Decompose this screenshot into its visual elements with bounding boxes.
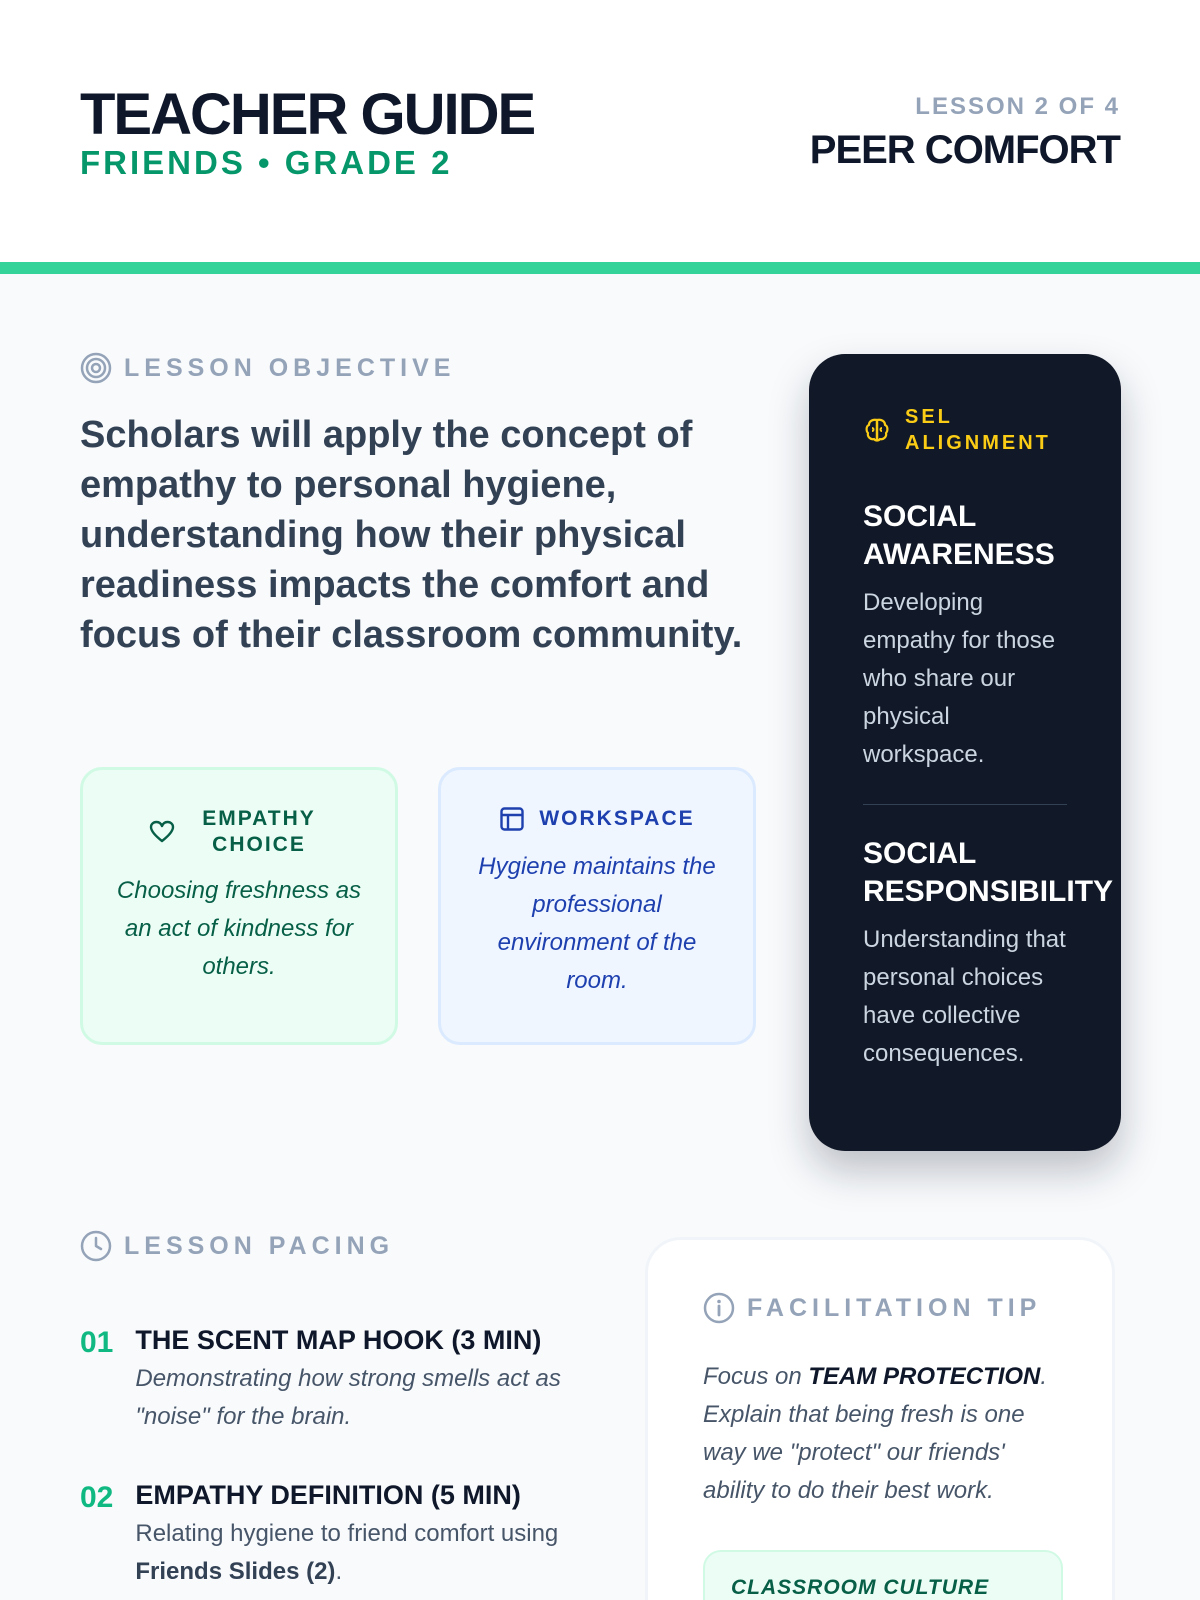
objective-text: Scholars will apply the concept of empathy to personal hygiene, understanding how their physical readiness impacts the comfort and focus of their classroom community.	[80, 414, 743, 656]
pacing-description: Demonstrating how strong smells act as "noise" for the brain.	[135, 1365, 561, 1430]
tip-label: FACILITATION TIP	[747, 1293, 1042, 1322]
slides-reference: Friends Slides (2)	[135, 1558, 336, 1585]
page-header	[0, 0, 1200, 262]
objective-section-label	[80, 352, 455, 384]
lesson-name: PEER COMFORT	[809, 128, 1120, 172]
brain-icon	[863, 416, 891, 444]
sel-item-title: SOCIAL RESPONSIBILITY	[863, 837, 1114, 908]
pacing-item	[80, 1320, 565, 1436]
pacing-number: 02	[80, 1481, 114, 1514]
header-accent-bar	[0, 262, 1200, 274]
workspace-card	[438, 767, 756, 1045]
guide-title: TEACHER GUIDE	[80, 82, 535, 147]
sel-item	[863, 835, 1121, 1073]
sel-item-text: Developing empathy for those who share our physical workspace.	[863, 589, 1056, 768]
tip-text: Focus on TEAM PROTECTION. Explain that being fresh is one way we "protect" our friends' ability to do their best work.	[703, 1363, 1048, 1504]
workspace-header	[471, 806, 723, 832]
sel-divider	[863, 804, 1067, 805]
layout-icon	[499, 806, 525, 832]
objective-label: LESSON OBJECTIVE	[124, 353, 456, 382]
target-icon	[80, 352, 112, 384]
workspace-title: WORKSPACE	[539, 807, 695, 830]
heart-icon	[149, 820, 175, 844]
empathy-choice-card	[80, 767, 398, 1045]
tip-section-label	[703, 1292, 1112, 1324]
pacing-title: EMPATHY DEFINITION (5 MIN)	[135, 1480, 521, 1510]
pacing-title: THE SCENT MAP HOOK (3 MIN)	[135, 1325, 542, 1355]
classroom-culture-label: CLASSROOM CULTURE	[731, 1576, 990, 1599]
empathy-choice-text: Choosing freshness as an act of kindness for others.	[116, 877, 362, 980]
facilitation-tip-card	[645, 1237, 1115, 1600]
pacing-label: LESSON PACING	[124, 1231, 395, 1260]
sel-header	[863, 404, 1121, 456]
pacing-item	[80, 1475, 565, 1591]
pacing-section-label	[80, 1230, 394, 1262]
empathy-choice-title: EMPATHY CHOICE	[202, 807, 316, 856]
empathy-choice-header	[113, 806, 365, 858]
classroom-culture-box	[703, 1550, 1063, 1600]
clock-icon	[80, 1230, 112, 1262]
sel-alignment-card	[809, 354, 1121, 1151]
info-icon	[703, 1292, 735, 1324]
sel-item-text: Understanding that personal choices have collective consequences.	[863, 926, 1066, 1067]
sel-label: SEL ALIGNMENT	[905, 406, 1051, 454]
tip-emphasis: TEAM PROTECTION	[808, 1363, 1041, 1390]
lesson-count: LESSON 2 OF 4	[915, 93, 1120, 120]
workspace-text: Hygiene maintains the professional environment of the room.	[478, 853, 716, 994]
sel-item-title: SOCIAL AWARENESS	[863, 500, 1055, 571]
sel-item	[863, 498, 1121, 774]
guide-subtitle: FRIENDS • GRADE 2	[80, 144, 453, 181]
pacing-description: Relating hygiene to friend comfort using Friends Slides (2).	[135, 1520, 559, 1585]
pacing-number: 01	[80, 1326, 114, 1359]
